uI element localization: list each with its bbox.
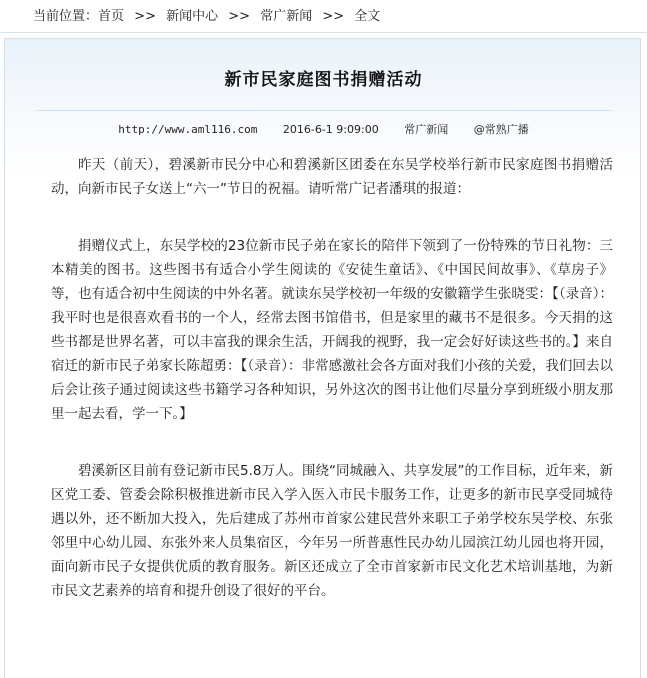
title-divider xyxy=(36,110,612,111)
article-paragraph: 碧溪新区目前有登记新市民5.8万人。围绕“同城融入、共享发展”的工作目标，近年来，新区党工委、管委会除积极推进新市民入学入医入市民卡服务工作，让更多的新市民享受同城待遇以外，还不断加大投入，先后建成了苏州市首家公建民营外来职工子弟学校东吴学校、东张邻里中心幼儿园、东张外来人员集宿区，今年另一所普惠性民办幼儿园滨江幼儿园也将开园，面向新市民子女提供优质的教育服务。新区还成立了全市首家新市民文化艺术培训基地，为新市民文艺素养的培育和提升创设了很好的平台。 xyxy=(51,463,613,599)
article-paragraph: 捐赠仪式上，东吴学校的23位新市民子弟在家长的陪伴下领到了一份特殊的节日礼物：三本精美的图书。这些图书有适合小学生阅读的《安徒生童话》、《中国民间故事》、《草房子》等，也有适合初中生阅读的中外名著。就读东吴学校初一年级的安徽籍学生张晓雯：【（录音）：我平时也是很喜欢看书的一个人，经常去图书馆借书，但是家里的藏书不是很多。今天捐的这些书都是世界名著，可以丰富我的课余生活，开阔我的视野，我一定会好好读这些书的。】来自宿迁的新市民子弟家长陈超勇：【（录音）：非常感激社会各方面对我们小孩的关爱，我们回去以后会让孩子通过阅读这些书籍学习各种知识，另外这次的图书让他们尽量分享到班级小朋友那里一起去看，学一下。】 xyxy=(51,238,613,422)
article-datetime: 2016-6-1 9:09:00 xyxy=(282,123,379,136)
breadcrumb xyxy=(0,0,647,33)
breadcrumb-current: 全文 xyxy=(354,9,381,24)
breadcrumb-separator: >> xyxy=(134,9,156,24)
article-paragraph: 昨天（前天），碧溪新市民分中心和碧溪新区团委在东吴学校举行新市民家庭图书捐赠活动，向新市民子女送上“六一”节日的祝福。请听常广记者潘琪的报道： xyxy=(51,157,613,197)
breadcrumb-changguang-news-link[interactable]: 常广新闻 xyxy=(260,9,313,24)
article-author: @常熟广播 xyxy=(473,123,529,136)
breadcrumb-separator: >> xyxy=(228,9,251,24)
article-panel xyxy=(4,38,641,678)
breadcrumb-home-link[interactable]: 首页 xyxy=(98,9,125,24)
breadcrumb-news-center-link[interactable]: 新闻中心 xyxy=(166,9,219,24)
breadcrumb-prefix: 当前位置： xyxy=(33,9,99,24)
article-title: 新市民家庭图书捐赠活动 xyxy=(224,70,423,90)
article-category: 常广新闻 xyxy=(404,123,449,136)
article-body xyxy=(51,153,613,636)
article-meta xyxy=(5,121,642,137)
breadcrumb-separator: >> xyxy=(322,9,345,24)
article-source-url: http://www.aml116.com xyxy=(118,123,258,136)
